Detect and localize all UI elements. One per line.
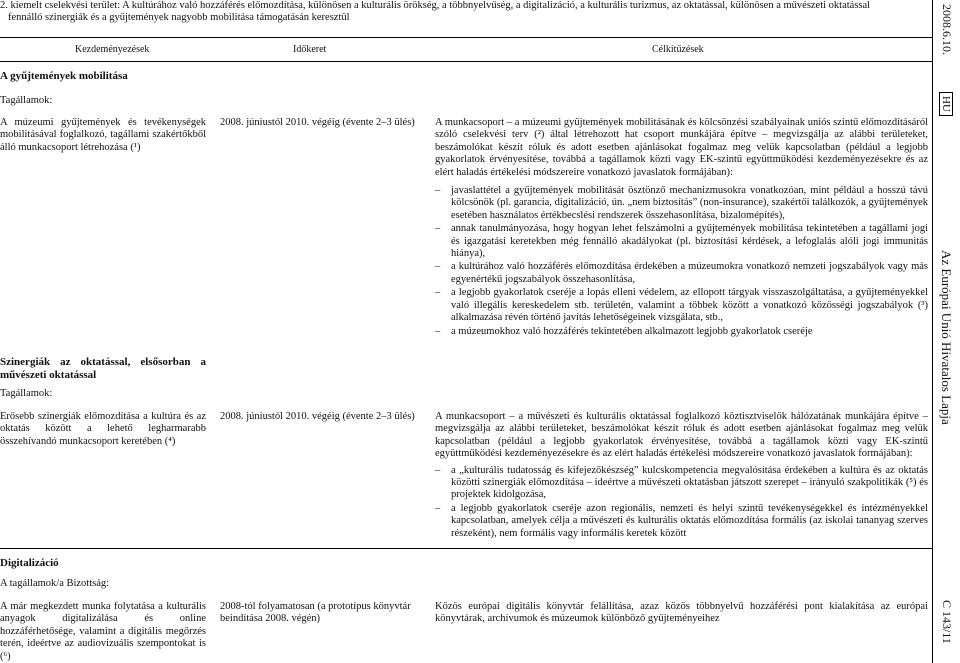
list-item: – annak tanulmányozása, hogy hogyan lehet felszámolni a gyűjtemények mobilitása tekintetében a tagállami jogi és igazgatási keretekben még fennálló akadályokat (pl. biztosítási kérdések, a lefoglalás alóli jogi immunitás hiánya), [435, 223, 928, 260]
page-reference: C 143/11 [940, 600, 954, 644]
margin-rule [932, 0, 933, 663]
initiative-text: A múzeumi gyűjtemények és tevékenységek mobilitásával foglalkozó, tagállami szakértőkből álló munkacsoport létrehozása (¹) [0, 117, 206, 153]
language-badge [939, 92, 954, 116]
objective-list [435, 185, 928, 338]
list-item: – a kultúrához való hozzáférés előmozdítása érdekében a múzeumokra vonatkozó nemzeti jogszabályok vagy más egyenértékű jogszabályok összehasonlítása, [435, 261, 928, 286]
list-item: – javaslattétel a gyűjtemények mobilitását ösztönző mechanizmusokra vonatkozóan, mint például a hosszú távú kölcsönök (pl. garancia, digitalizáció, ún. „nem biztosítás” (non-insurance), szakértői találkozók, a gyűjtemények esetében használatos értékbecslési rendszerek összehasonlítása, bizalomépítés), [435, 185, 928, 222]
objective-intro: Közös európai digitális könyvtár felállítása, azaz közös többnyelvű hozzáférési pont kialakítása az európai könyvtárak, archívumok és múzeumok különböző gyűjteményeihez [435, 601, 928, 625]
objective-block [435, 411, 928, 541]
priority-area-heading [0, 0, 930, 25]
participants-label: Tagállamok: [0, 95, 53, 106]
running-header [932, 0, 960, 663]
timeframe-text: 2008. júniustól 2010. végéig (évente 2–3 ülés) [220, 411, 415, 422]
list-item: – a legjobb gyakorlatok cseréje azon regionális, nemzeti és helyi szintű tevékenységekkel és intézményekkel kapcsolatban, amelyek célja a művészeti és kulturális oktatás előmozdítása formális (az iskolai tananyag szerves részeként), nem formális vagy informális keretek között [435, 503, 928, 540]
language-code: HU [939, 92, 953, 116]
section-title-digitisation: Digitalizáció [0, 557, 59, 569]
list-item: – a múzeumokhoz való hozzáférés tekintetében alkalmazott legjobb gyakorlatok cseréje [435, 326, 928, 338]
section-rule [0, 548, 932, 549]
section-title-mobility: A gyűjtemények mobilitása [0, 70, 128, 82]
objective-intro: A munkacsoport – a múzeumi gyűjtemények mobilitásának és kölcsönzési szabályainak uniós szintű előmozdításáról szóló cselekvési terv (²) által létrehozott hat csoport munkájára építve – megvizsgálja az alábbi területeket, beszámolókat készít róluk és adott esetben ajánlásokat fogalmaz meg velük kapcsolatban (például a legjobb gyakorlatok érvényesítése, továbbá a tagállamok közti vagy EK-szintű együttműködési kezdeményezésekre és az elért haladás értékelési módszereire vonatkozó javaslatok formájában): [435, 117, 928, 178]
list-item: – a legjobb gyakorlatok cseréje a lopás elleni védelem, az ellopott tárgyak visszaszolgáltatása, a gyűjteményekkel való illegális kereskedelem stb. területén, valamint a többek között a vonatkozó közösségi jogszabályok (³) alkalmazása révén történő javítás lehetőségeinek vizsgálata, stb., [435, 287, 928, 324]
timeframe-text: 2008-tól folyamatosan (a prototípus könyvtár beindítása 2008. végén) [220, 601, 411, 625]
heading-line-2: fennálló szinergiák és a gyűjtemények nagyobb mobilitása támogatásán keresztül [8, 12, 350, 24]
journal-title: Az Európai Unió Hivatalos Lapja [939, 250, 954, 425]
list-item: – a „kulturális tudatosság és kifejezőkészség” kulcskompetencia megvalósítása érdekében a kultúra és az oktatás közötti szinergiák előmozdítása – ideértve a művészeti oktatásban játszott szerepet – irányuló szakpolitikák (⁵) és projektek kidolgozása, [435, 465, 928, 502]
initiative-text: Erősebb szinergiák előmozdítása a kultúra és az oktatás között a lehető legharmarabb összehívandó munkacsoport keretében (⁴) [0, 411, 206, 447]
column-header-objectives: Célkitűzések [652, 44, 704, 55]
timeframe-text: 2008. júniustól 2010. végéig (évente 2–3 ülés) [220, 117, 415, 128]
publication-date: 2008.6.10. [940, 4, 954, 55]
initiative-text: A már megkezdett munka folytatása a kulturális anyagok digitalizálása és online hozzáférhetősége, valamint a digitális megőrzés terén, ideértve az audiovizuális szempontokat is (⁶) [0, 601, 206, 662]
objective-block [435, 117, 928, 339]
column-header-initiatives: Kezdeményezések [75, 44, 150, 55]
objective-intro: A munkacsoport – a művészeti és kulturális oktatással foglalkozó köztisztviselők hálózatának munkájára építve – megvizsgálja az alábbi területeket, beszámolókat készít róluk és adott esetben ajánlásokat fogalmaz meg velük kapcsolatban (például a legjobb gyakorlatok érvényesítése, továbbá a tagállamok közti vagy EK-szintű együttműködési kezdeményezésekre és az elért haladás értékelési módszereire vonatkozó javaslatok formájában): [435, 411, 928, 460]
participants-label: Tagállamok: [0, 388, 53, 399]
column-header-rule [0, 61, 932, 62]
heading-line-1: 2. kiemelt cselekvési terület: A kultúrához való hozzáférés előmozdítása, különösen a kulturális örökség, a többnyelvűség, a digitalizáció, a kulturális turizmus, az oktatással, különösen a művészeti oktatással [0, 0, 871, 11]
section-title-education: Szinergiák az oktatással, elsősorban a művészeti oktatással [0, 356, 206, 381]
participants-label: A tagállamok/a Bizottság: [0, 578, 110, 589]
column-header-timeframe: Időkeret [293, 44, 327, 55]
header-rule [0, 37, 932, 38]
objective-list [435, 465, 928, 540]
